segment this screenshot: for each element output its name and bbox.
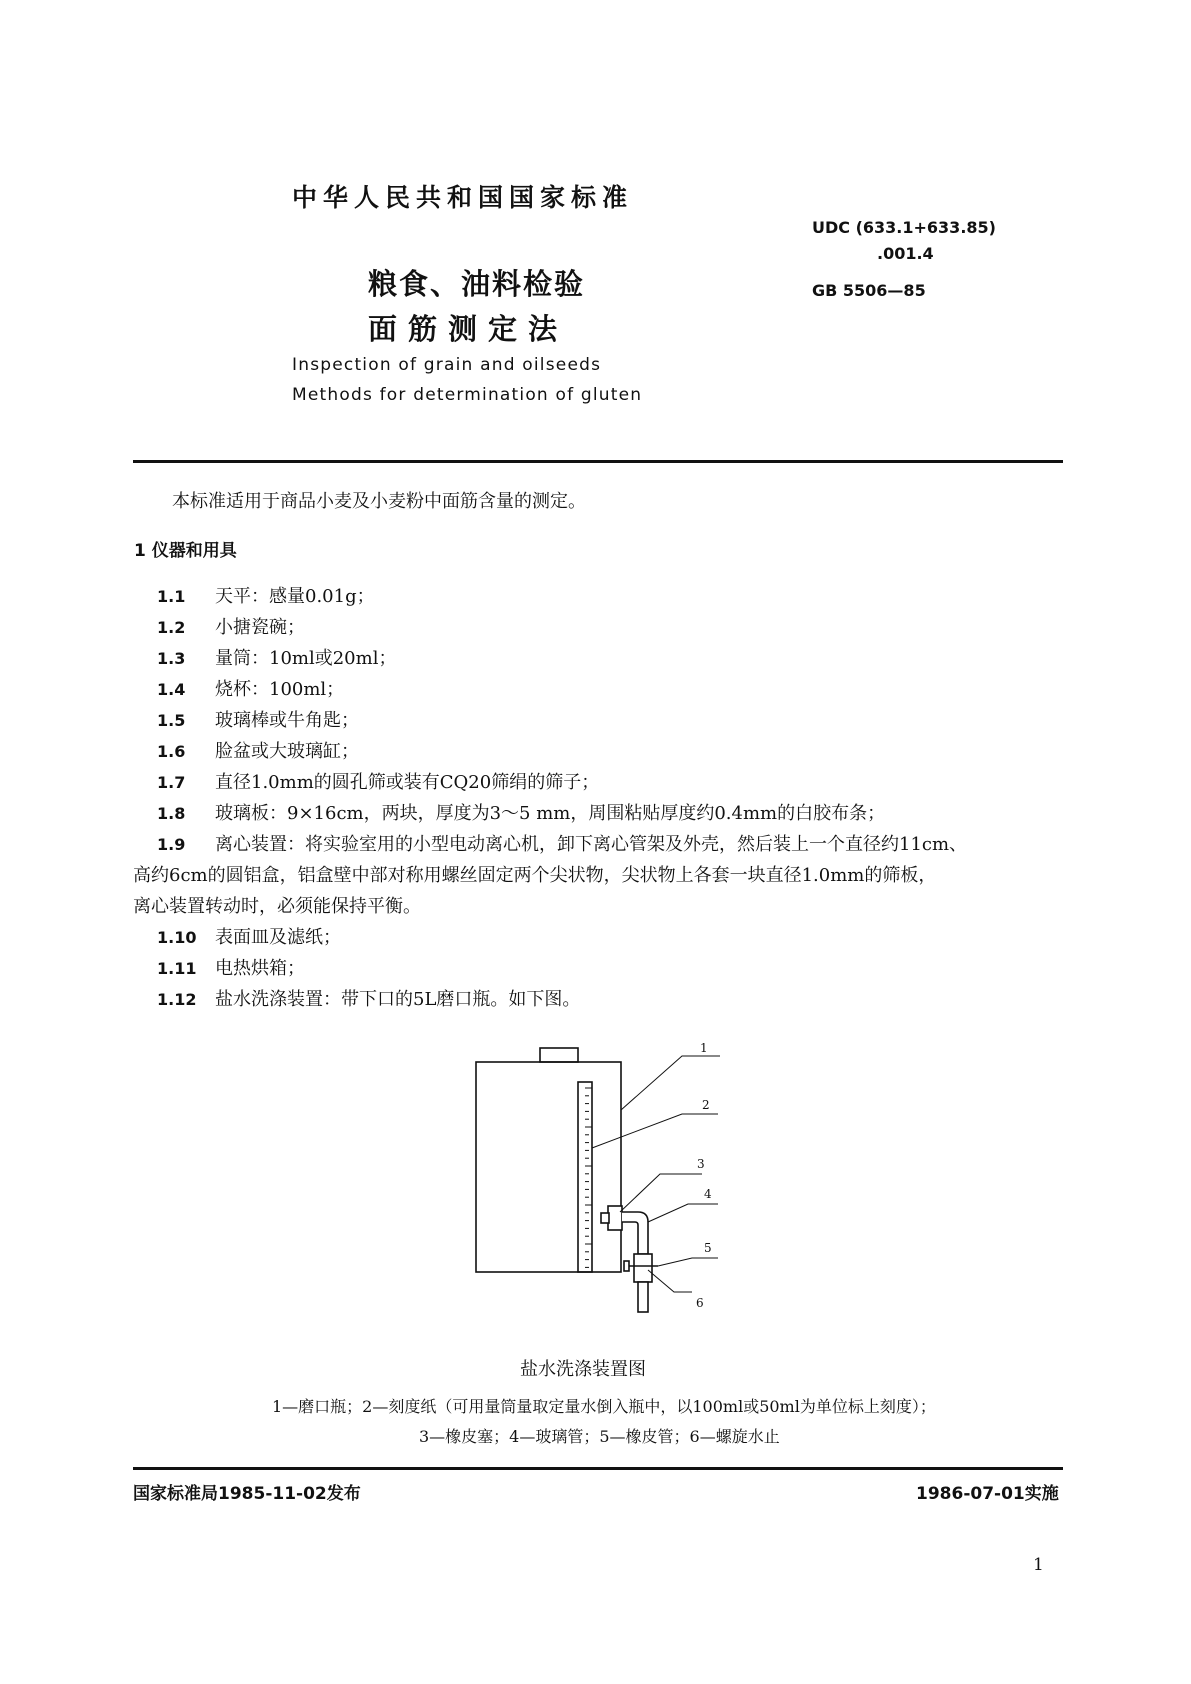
list-item: 1.7 直径1.0mm的圆孔筛或装有CQ20筛绢的筛子； [157,772,600,793]
list-item: 1.1 天平：感量0.01g； [157,586,375,607]
implementation-date: 1986-07-01实施 [916,1484,1059,1504]
bottle-neck [540,1048,578,1062]
list-item: 1.12 盐水洗涤装置：带下口的5L磨口瓶。如下图。 [157,989,581,1010]
figure-legend-line2: 3—橡皮塞；4—玻璃管；5—橡皮管；6—螺旋水止 [419,1427,780,1446]
title-en-line1: Inspection of grain and oilseeds [292,355,602,375]
scope-paragraph: 本标准适用于商品小麦及小麦粉中面筋含量的测定。 [172,491,586,512]
washing-apparatus-figure [460,1030,760,1320]
list-item-1-9: 1.9 离心装置：将实验室用的小型电动离心机，卸下离心管架及外壳，然后装上一个直径约11cm、 [157,834,968,855]
clamp-screw [624,1261,629,1271]
list-item: 1.6 脸盆或大玻璃缸； [157,741,359,762]
gb-number: GB 5506—85 [812,281,926,300]
label-3: 3 [697,1157,705,1171]
list-item-1-9-cont: 高约6cm的圆铝盒，铝盒壁中部对称用螺丝固定两个尖状物，尖状物上各套一块直径1.0mm的筛板， [133,865,937,886]
label-4: 4 [704,1187,712,1201]
label-1: 1 [700,1041,708,1055]
label-6: 6 [696,1296,704,1310]
publication-date: 国家标准局1985-11-02发布 [133,1484,361,1504]
udc-code-line2: .001.4 [877,244,934,263]
title-en-line2: Methods for determination of gluten [292,385,643,405]
ground-glass-bottle [476,1062,621,1272]
figure-legend-line1: 1—磨口瓶；2—刻度纸（可用量筒量取定量水倒入瓶中，以100ml或50ml为单位标上刻度）； [272,1397,936,1416]
list-item: 1.8 玻璃板：9×16cm，两块，厚度为3～5 mm，周围粘贴厚度约0.4mm的白胶布条； [157,803,886,824]
outlet-tube [638,1282,648,1312]
list-item: 1.11 电热烘箱； [157,958,305,979]
label-5: 5 [704,1241,712,1255]
udc-code-line1: UDC (633.1+633.85) [812,218,996,237]
title-cn-line2: 面筋测定法 [368,312,569,346]
glass-tube [622,1212,648,1254]
list-item: 1.5 玻璃棒或牛角匙； [157,710,359,731]
figure-title: 盐水洗涤装置图 [520,1359,646,1380]
list-item: 1.4 烧杯：100ml； [157,679,345,700]
national-standard-heading: 中华人民共和国国家标准 [292,183,634,212]
rubber-hose [634,1254,652,1282]
list-item: 1.3 量筒：10ml或20ml； [157,648,397,669]
section-1-title: 1 仪器和用具 [134,541,237,561]
label-2: 2 [702,1098,710,1112]
page-number: 1 [1033,1555,1044,1575]
title-cn-line1: 粮食、油料检验 [368,267,586,301]
list-item: 1.10 表面皿及滤纸； [157,927,341,948]
scale-ticks [585,1088,592,1267]
list-item: 1.2 小搪瓷碗； [157,617,305,638]
footer-rule [133,1467,1063,1470]
rubber-stopper [608,1206,622,1230]
stopper-cap [601,1213,609,1223]
list-item-1-9-cont: 离心装置转动时，必须能保持平衡。 [133,896,421,917]
header-rule [133,460,1063,463]
